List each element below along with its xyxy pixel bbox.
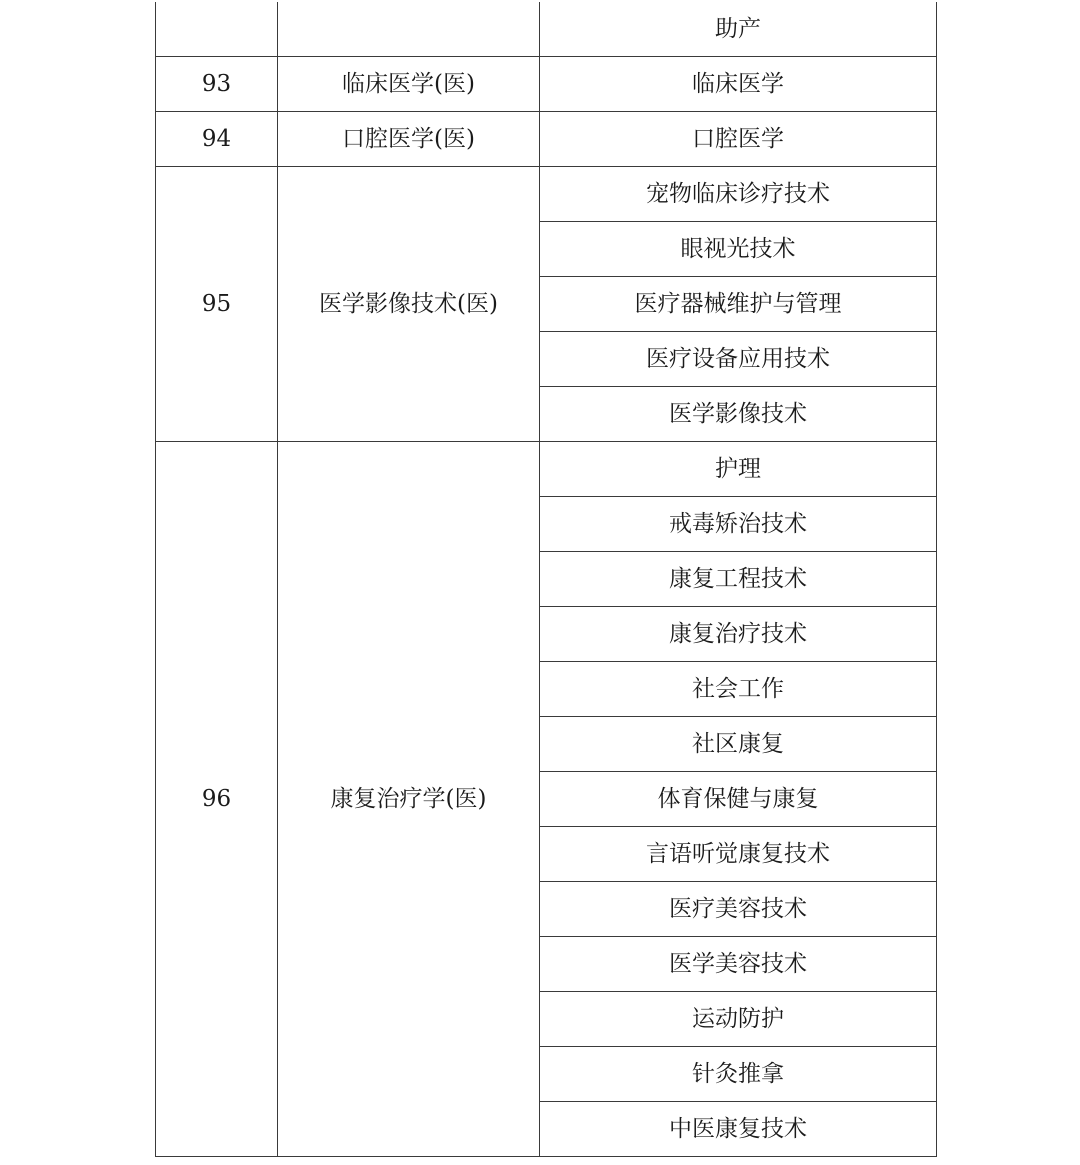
college-major-cell: 医疗设备应用技术	[540, 332, 937, 387]
college-major-cell: 戒毒矫治技术	[540, 497, 937, 552]
college-major-cell: 医疗器械维护与管理	[540, 277, 937, 332]
college-major-cell: 言语听觉康复技术	[540, 827, 937, 882]
college-major-cell: 医学美容技术	[540, 937, 937, 992]
college-major-cell: 眼视光技术	[540, 222, 937, 277]
college-major-cell: 口腔医学	[540, 112, 937, 167]
table-row	[156, 442, 937, 497]
bachelor-major-cell: 康复治疗学(医)	[278, 442, 540, 1157]
college-major-cell: 运动防护	[540, 992, 937, 1047]
college-major-cell: 社会工作	[540, 662, 937, 717]
row-number-cell: 95	[156, 167, 278, 442]
bachelor-major-cell: 口腔医学(医)	[278, 112, 540, 167]
college-major-cell: 康复工程技术	[540, 552, 937, 607]
college-major-cell: 社区康复	[540, 717, 937, 772]
bachelor-major-cell: 临床医学(医)	[278, 57, 540, 112]
table-row	[156, 167, 937, 222]
table-row	[156, 2, 937, 57]
college-major-cell: 护理	[540, 442, 937, 497]
college-major-cell: 助产	[540, 2, 937, 57]
table-row	[156, 57, 937, 112]
table-row	[156, 112, 937, 167]
bachelor-major-cell: 医学影像技术(医)	[278, 167, 540, 442]
bachelor-major-cell	[278, 2, 540, 57]
major-mapping-table	[155, 2, 937, 1157]
row-number-cell	[156, 2, 278, 57]
college-major-cell: 医疗美容技术	[540, 882, 937, 937]
college-major-cell: 针灸推拿	[540, 1047, 937, 1102]
row-number-cell: 93	[156, 57, 278, 112]
row-number-cell: 96	[156, 442, 278, 1157]
college-major-cell: 体育保健与康复	[540, 772, 937, 827]
college-major-cell: 康复治疗技术	[540, 607, 937, 662]
college-major-cell: 中医康复技术	[540, 1102, 937, 1157]
college-major-cell: 医学影像技术	[540, 387, 937, 442]
college-major-cell: 临床医学	[540, 57, 937, 112]
row-number-cell: 94	[156, 112, 278, 167]
college-major-cell: 宠物临床诊疗技术	[540, 167, 937, 222]
